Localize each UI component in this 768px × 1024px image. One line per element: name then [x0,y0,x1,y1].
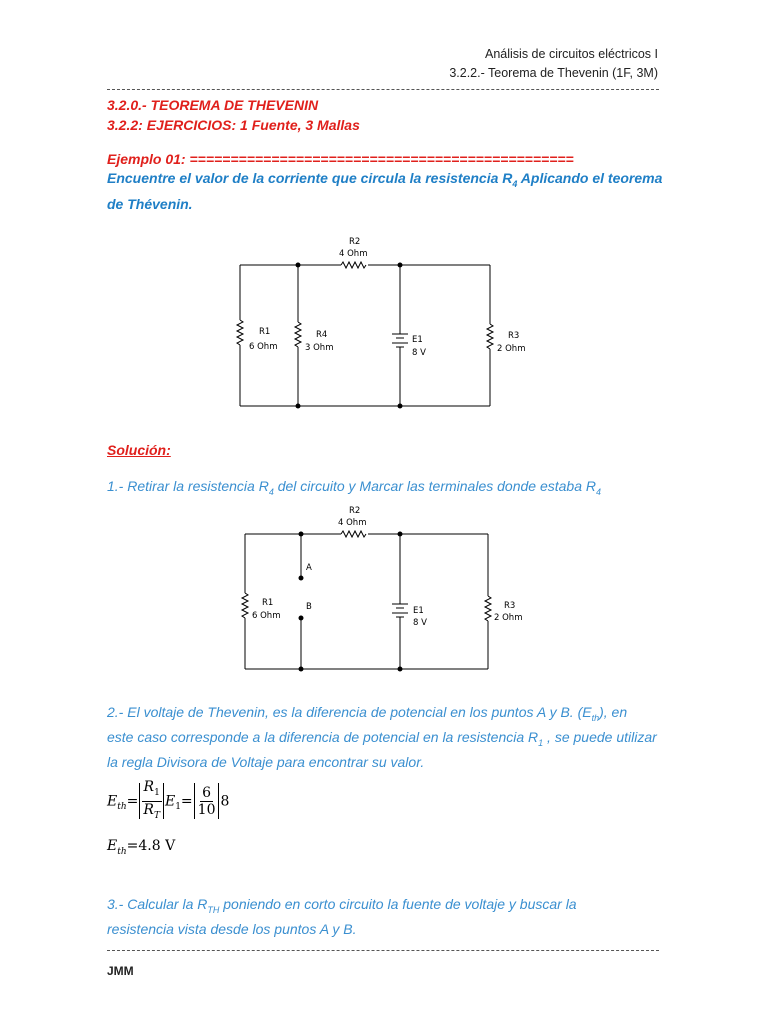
f2-lhs-sub: th [117,846,127,857]
step3-b: poniendo en corto circuito la fuente de voltaje y buscar la resistencia vista desde los puntos A y B. [107,896,577,937]
c2-r1-value: 6 Ohm [252,611,281,621]
c1-e1-name: E1 [412,335,423,345]
step2-text [107,703,657,772]
f2-lhs: E [107,838,118,854]
f1-num: R [143,779,155,795]
c1-r3-value: 2 Ohm [497,344,526,354]
step2-a: 2.- El voltaje de Thevenin, es la diferencia de potencial en los puntos A y B. (E [107,704,592,720]
statement-text-b: Aplicando el teorema de Thévenin. [107,170,663,212]
c1-r2-value: 4 Ohm [339,249,368,259]
c2-e1-name: E1 [413,606,424,616]
formula-voltage-divider [107,779,229,824]
step1-sub2: 4 [596,486,602,497]
f1-n-num: 6 [202,784,212,801]
c1-r1-name: R1 [259,327,271,337]
c2-r2-value: 4 Ohm [338,518,367,528]
header-course: Análisis de circuitos eléctricos I [485,47,658,61]
header-topic: 3.2.2.- Teorema de Thevenin (1F, 3M) [449,66,658,80]
header-divider [107,89,659,90]
f1-den-sub: T [153,810,160,821]
step2-sub1: th [591,712,600,723]
f1-eq2: = [180,793,193,810]
c2-r1-name: R1 [262,598,274,608]
c2-terminal-b: B [306,602,312,612]
step2-sub2: 1 [538,737,544,748]
step1-text [107,477,601,502]
c1-r4-value: 3 Ohm [305,343,334,353]
solution-label: Solución: [107,442,171,458]
c2-r3-value: 2 Ohm [494,613,523,623]
step3-sub: TH [207,904,220,915]
example-label: Ejemplo 01: =============================================== [107,151,574,167]
f1-den: R [143,801,154,818]
f1-num-sub: 1 [154,787,160,798]
statement-text-a: Encuentre el valor de la corriente que circula la resistencia R [107,170,513,186]
f1-mult: 8 [220,793,230,810]
f2-rhs: =4.8 V [126,838,176,854]
section-title: 3.2.0.- TEOREMA DE THEVENIN [107,97,319,113]
formula-eth-result [107,838,175,857]
c1-r1-value: 6 Ohm [249,342,278,352]
c2-e1-value: 8 V [413,618,427,628]
step1-sub1: 4 [268,486,274,497]
c1-r3-name: R3 [508,331,520,341]
statement-sub: 4 [512,178,518,189]
f1-lhs-sub: th [117,802,127,813]
step1-a: 1.- Retirar la resistencia R [107,478,269,494]
f1-e1: E [164,793,176,810]
step3-a: 3.- Calcular la R [107,896,208,912]
f1-eq: = [126,793,139,810]
f1-n-den: 10 [197,801,216,818]
step3-text [107,895,647,939]
step2-b: ), en este caso corresponde a la diferencia de potencial en la resistencia R [107,704,628,745]
c2-r2-name: R2 [349,506,361,516]
f1-e1-sub: 1 [175,802,181,813]
c2-r3-name: R3 [504,601,516,611]
c1-r4-name: R4 [316,330,328,340]
f1-lhs: E [107,793,118,810]
c1-r2-name: R2 [349,237,361,247]
step1-b: del circuito y Marcar las terminales donde estaba R [273,478,596,494]
step2-c: , se puede utilizar la regla Divisora de Voltaje para encontrar su valor. [107,728,657,770]
subsection-title: 3.2.2: EJERCICIOS: 1 Fuente, 3 Mallas [107,117,360,133]
footer-author: JMM [107,964,134,978]
example-statement [107,168,667,214]
c2-terminal-a: A [306,563,312,573]
c1-e1-value: 8 V [412,348,426,358]
footer-divider [107,950,659,951]
